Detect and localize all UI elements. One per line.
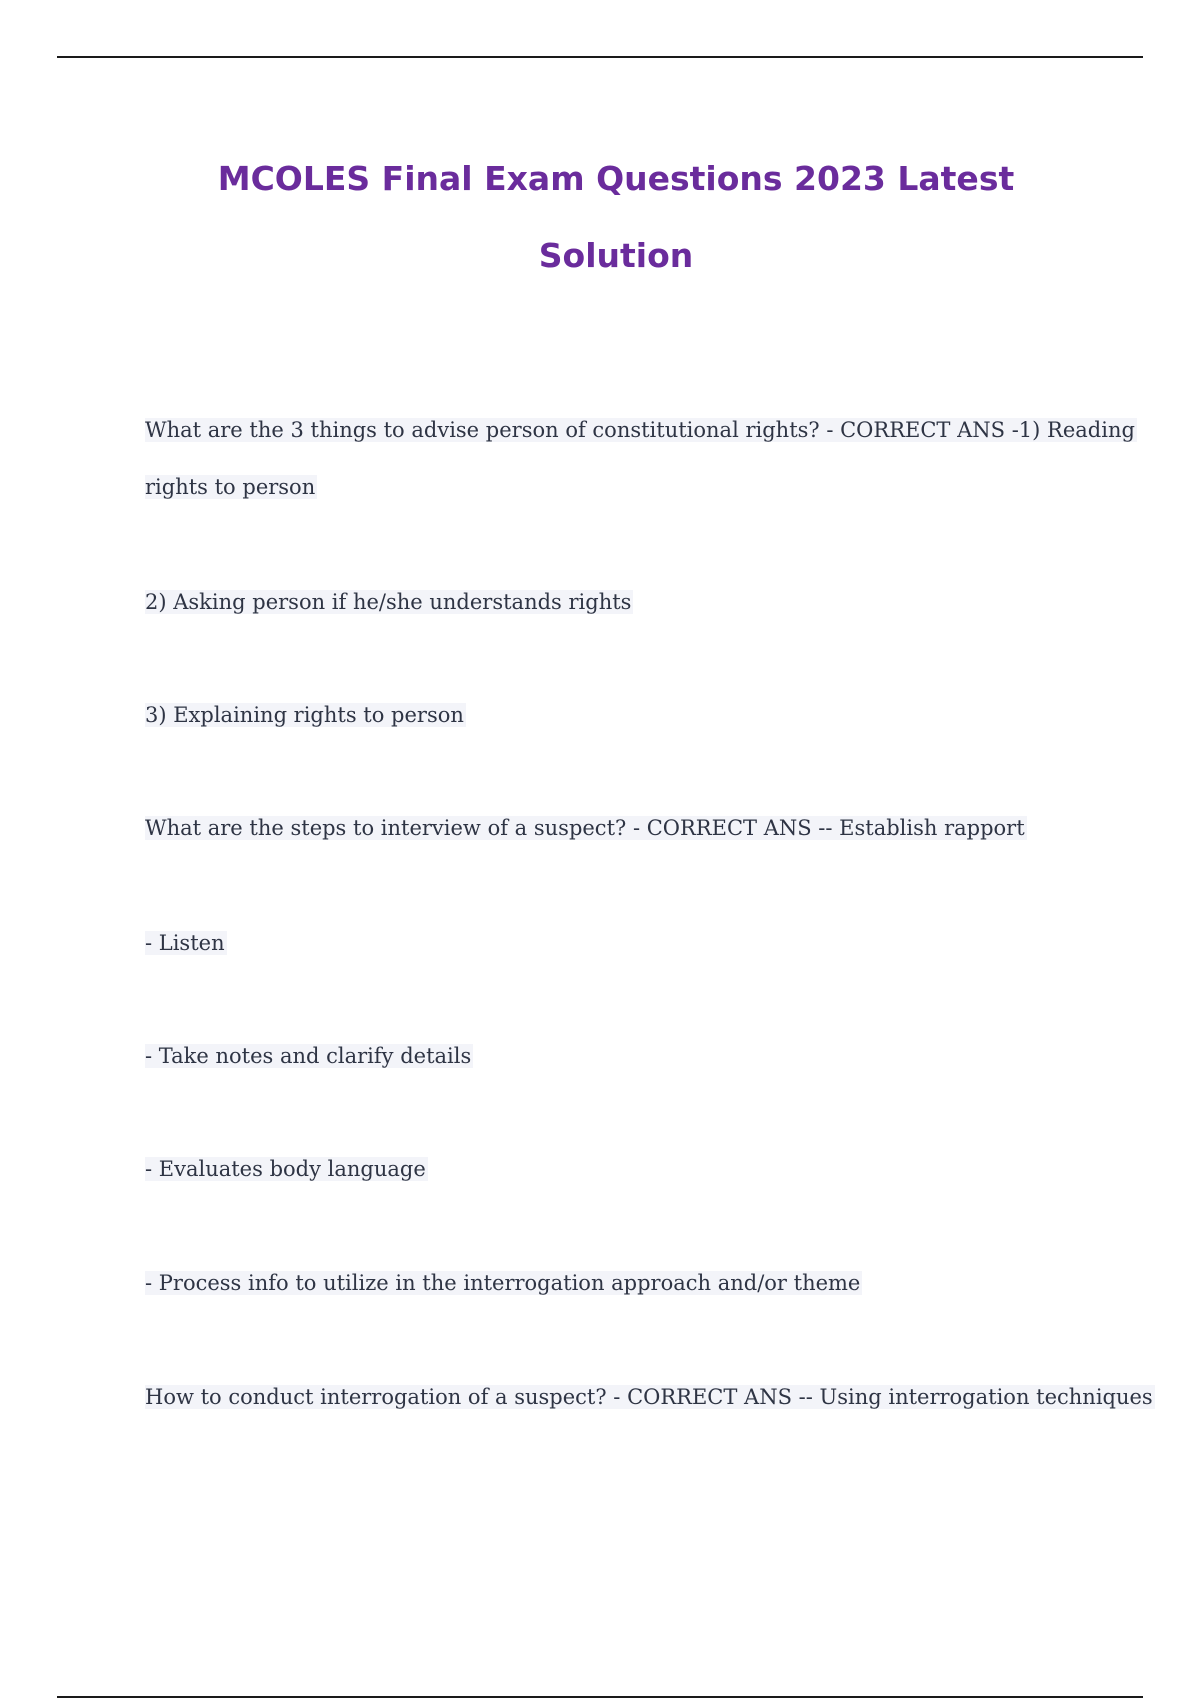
answer-item-3: 3) Explaining rights to person bbox=[145, 703, 464, 727]
bottom-rule bbox=[57, 1696, 1143, 1698]
question-2-line: What are the steps to interview of a suspect? - CORRECT ANS -- Establish rapport bbox=[145, 816, 1025, 840]
question-1-line-2: rights to person bbox=[145, 475, 316, 499]
question-1-line-1: What are the 3 things to advise person of constitutional rights? - CORRECT ANS -1) Reading bbox=[145, 418, 1135, 442]
answer-bullet-body-language: - Evaluates body language bbox=[145, 1157, 426, 1181]
question-3-line: How to conduct interrogation of a suspect? - CORRECT ANS -- Using interrogation techniques bbox=[145, 1385, 1153, 1409]
page-title bbox=[100, 140, 1132, 294]
answer-item-2: 2) Asking person if he/she understands rights bbox=[145, 590, 632, 614]
top-rule bbox=[57, 56, 1143, 58]
title-line-2: Solution bbox=[538, 236, 694, 275]
answer-bullet-listen: - Listen bbox=[145, 931, 225, 955]
answer-bullet-process-info: - Process info to utilize in the interrogation approach and/or theme bbox=[145, 1271, 861, 1295]
title-line-1: MCOLES Final Exam Questions 2023 Latest bbox=[217, 159, 1015, 198]
answer-bullet-notes: - Take notes and clarify details bbox=[145, 1044, 472, 1068]
